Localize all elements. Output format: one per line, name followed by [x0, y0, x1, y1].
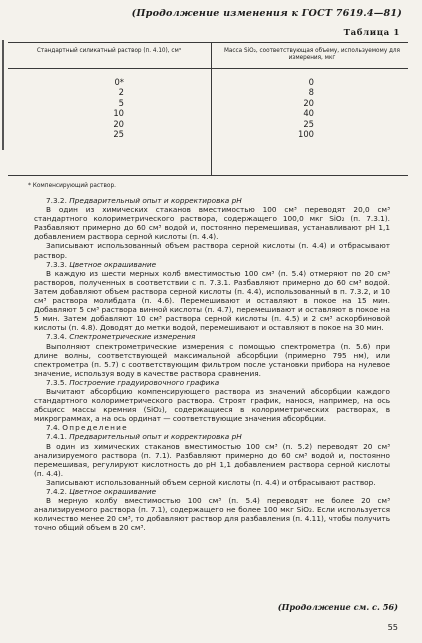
section-heading-title: Спектрометрические измерения: [69, 332, 196, 342]
paragraph: Записывают использованный объем серной кислоты (п. 4.4) и отбрасывают раствор.: [46, 477, 376, 487]
paragraph: Записывают использованный объем раствора серной кислоты (п. 4.4) и отбрасывают раствор.: [34, 241, 390, 260]
table-col1-values: [94, 77, 124, 139]
paragraph: В один из химических стаканов вместимостью 100 см³ (п. 5.2) переводят 20 см³ анализируемого раствора (п. 7.1). Разбавляют примерно до 60 см³ водой и, постоянно перемешивая, регулируют кислотность до pH 1,1 добавлением раствора серной кислоты (п. 4.4).: [34, 441, 390, 478]
table-cell: 0: [308, 77, 314, 87]
table-cell: 100: [298, 128, 314, 139]
table-cell: 20: [113, 118, 124, 129]
section-heading: 7.3.5. Построение градуировочного графика: [46, 377, 220, 387]
section-heading: 7.3.2. Предварительный опыт и корректировка pH: [46, 196, 242, 205]
table-cell: 2: [118, 87, 124, 98]
section-heading-title: Предварительный опыт и корректировка pH: [69, 432, 242, 442]
section-heading-title: Построение градуировочного графика: [69, 377, 220, 387]
margin-bar: [2, 40, 4, 150]
section-heading-title: Цветное окрашивание: [69, 487, 157, 496]
table-header-col1: Стандартный силикатный раствор (п. 4.10), см³: [36, 48, 182, 54]
section-heading: 7.3.3. Цветное окрашивание: [46, 259, 157, 269]
paragraph: В один из химических стаканов вместимостью 100 см³ переводят 20,0 см³ стандартного колориметрического раствора, содержащего 100,0 мкг SiO₂ (п. 7.3.1). Разбавляют примерно до 60 см³ водой и, постоянно перемешивая, устанавливают pH 1,1 добавлением раствора серной кислоты (п. 4.4).: [34, 205, 390, 242]
table-cell: 0*: [114, 77, 124, 87]
paragraph: В мерную колбу вместимостью 100 см³ (п. 5.4) переводят не более 20 см³ анализируемого раствора (п. 7.1), содержащего не более 100 мкг SiO₂. Если используется количество менее 20 см³, то добавляют раствор для разбавления (п. 4.11), чтобы получить точно общий объем в 20 см³.: [34, 496, 390, 533]
paragraph: Вычитают абсорбцию компенсирующего раствора из значений абсорбции каждого стандартного колориметрического раствора. Строят график, нанося, например, на ось абсцисс массы кремния (SiO₂), содержащиеся в колориметрических растворах, в микрограммах, а на ось ординат — соответствующие значения абсорбции.: [34, 386, 390, 424]
page-number: 55: [387, 622, 398, 632]
table-top-rule: [8, 42, 408, 43]
table-bottom-rule: [8, 175, 408, 176]
section-heading: 7.4.2. Цветное окрашивание: [46, 487, 157, 496]
section-heading-title: Определение: [62, 423, 128, 433]
section-heading: 7.3.4. Спектрометрические измерения: [46, 332, 196, 342]
table-cell: 20: [303, 97, 314, 108]
table-title: Таблица 1: [343, 28, 400, 38]
table-header-col2: Масса SiO₂, соответствующая объему, используемому для измерения, мкг: [224, 48, 400, 61]
section-heading: 7.4.1. Предварительный опыт и корректировка pH: [46, 432, 242, 442]
table-footnote: * Компенсирующий раствор.: [28, 183, 116, 189]
table-cell: 25: [303, 118, 314, 129]
table-cell: 25: [113, 128, 124, 139]
table-header-rule: [8, 68, 408, 69]
page-header: (Продолжение изменения к ГОСТ 7619.4—81): [131, 8, 402, 19]
section-heading: 7.4. Определение: [46, 423, 128, 433]
continued-note: (Продолжение см. с. 56): [277, 602, 398, 612]
paragraph: Выполняют спектрометрические измерения с помощью спектрометра (п. 5.6) при длине волны, соответствующей максимальной абсорбции (примерно 795 нм), или спектрометра (п. 5.7) с соответствующим фильтром после установки прибора на нулевое значение, используя воду в качестве раствора сравнения.: [34, 341, 390, 378]
table-cell: 5: [118, 97, 124, 108]
section-heading-title: Цветное окрашивание: [69, 259, 157, 269]
paragraph: В каждую из шести мерных колб вместимостью 100 см³ (п. 5.4) отмеряют по 20 см³ растворов, полученных в соответствии с п. 7.3.1. Разбавляют примерно до 60 см³ водой. Затем добавляют объем раствора серной кислоты (п. 4.4), использованный в п. 7.3.2, и 10 см³ раствора молибдата (п. 4.6). Перемешивают и оставляют в покое на 15 мин. Добавляют 5 см³ раствора винной кислоты (п. 4.7), перемешивают и оставляют в покое на 5 мин. Затем добавляют 10 см³ раствора серной кислоты (п. 4.5) и 2 см³ аскорбиновой кислоты (п. 4.8). Доводят до метки водой, перемешивают и оставляют в покое на 30 мин.: [34, 268, 390, 333]
table-column-divider: [211, 42, 212, 175]
section-heading-title: Предварительный опыт и корректировка pH: [69, 196, 242, 205]
table-col2-values: [284, 77, 314, 139]
table-cell: 8: [308, 87, 314, 98]
table-cell: 40: [303, 108, 314, 119]
table-cell: 10: [113, 108, 124, 119]
document-body: [34, 196, 390, 532]
